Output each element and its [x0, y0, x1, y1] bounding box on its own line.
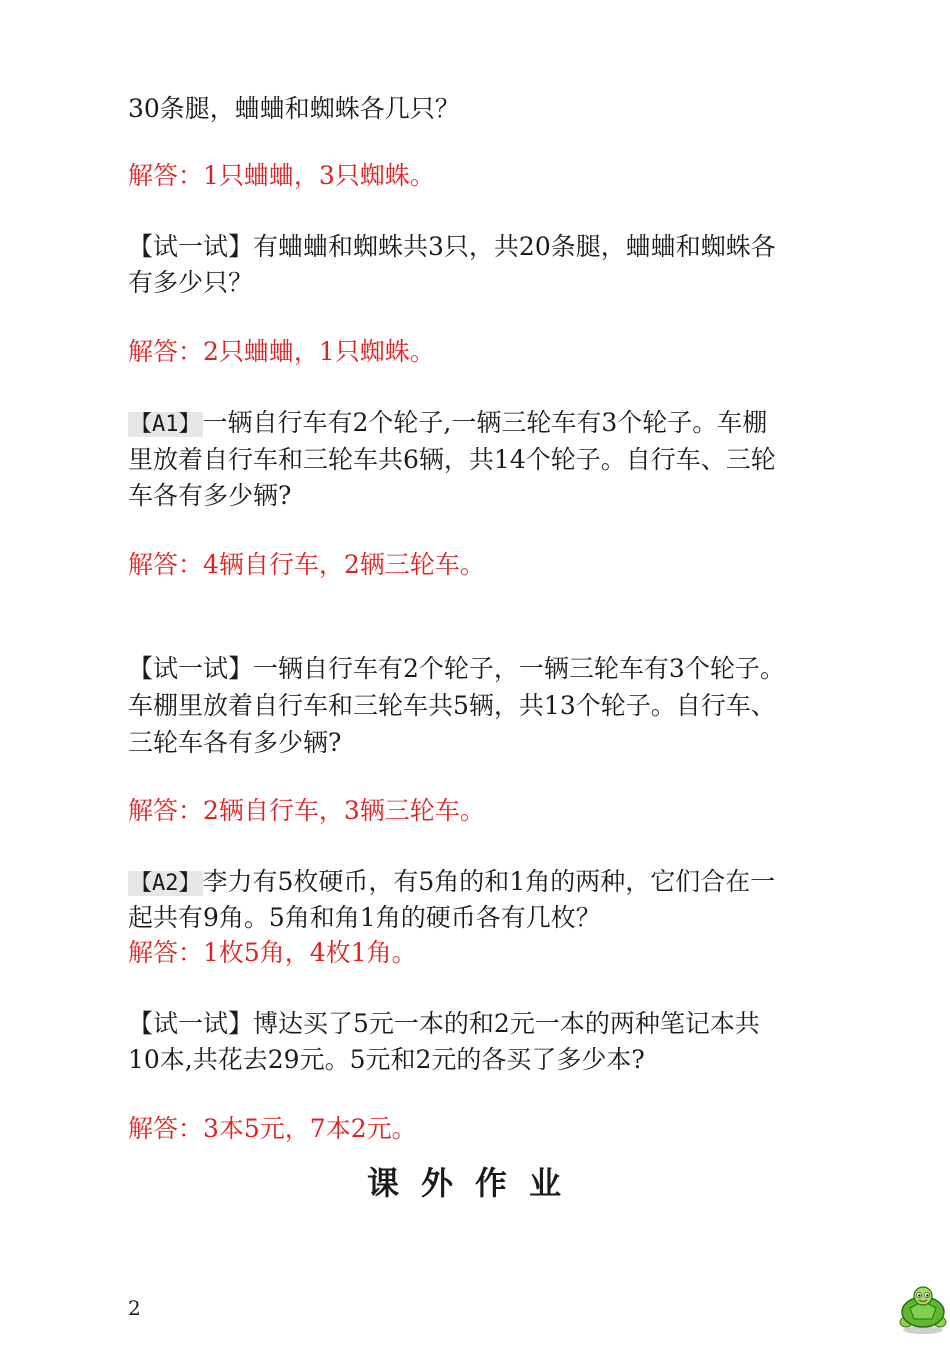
- a1-text: 一辆自行车有2个轮子,一辆三轮车有3个轮子。车棚: [202, 408, 768, 437]
- a1-line-1: [128, 406, 767, 442]
- try-3-line-2: 10本,共花去29元。5元和2元的各买了多少本?: [128, 1045, 645, 1074]
- try-2-line-2: 车棚里放着自行车和三轮车共5辆，共13个轮子。自行车、: [128, 691, 776, 720]
- try-1-line-2: 有多少只？: [128, 268, 254, 297]
- try-3-line-1: [128, 1007, 760, 1041]
- a1-tag: 【A1】: [130, 412, 201, 437]
- a1-answer: 解答：4辆自行车，2辆三轮车。: [128, 550, 485, 579]
- a1-line-2: 里放着自行车和三轮车共6辆，共14个轮子。自行车、三轮: [128, 445, 776, 474]
- section-heading: 课外作业: [366, 1164, 583, 1202]
- problem-1-line-1: 30条腿，蛐蛐和蜘蛛各几只？: [128, 94, 460, 123]
- try-2-tag: 【试一试】: [128, 654, 254, 683]
- turtle-mascot-icon: [896, 1284, 950, 1336]
- try-2-answer: 解答：2辆自行车，3辆三轮车。: [128, 796, 485, 825]
- try-1-tag: 【试一试】: [128, 232, 254, 261]
- try-2-line-1: [128, 652, 785, 686]
- try-2-text: 一辆自行车有2个轮子，一辆三轮车有3个轮子。: [253, 654, 785, 683]
- try-2-line-3: 三轮车各有多少辆?: [128, 728, 342, 757]
- a2-answer: 解答：1枚5角，4枚1角。: [128, 938, 417, 967]
- try-1-line-1: [128, 230, 776, 264]
- try-3-text: 博达买了5元一本的和2元一本的两种笔记本共: [253, 1009, 760, 1038]
- a1-line-3: 车各有多少辆?: [128, 481, 292, 510]
- a2-tag: 【A2】: [130, 871, 201, 896]
- page-number: 2: [128, 1296, 141, 1320]
- try-3-answer: 解答：3本5元，7本2元。: [128, 1114, 417, 1143]
- try-1-text: 有蛐蛐和蜘蛛共3只，共20条腿，蛐蛐和蜘蛛各: [253, 232, 776, 261]
- problem-1-answer: 解答：1只蛐蛐，3只蜘蛛。: [128, 161, 435, 190]
- a2-line-2: 起共有9角。5角和角1角的硬币各有几枚？: [128, 903, 601, 932]
- a2-text: 李力有5枚硬币，有5角的和1角的两种，它们合在一: [202, 867, 776, 896]
- try-3-tag: 【试一试】: [128, 1009, 254, 1038]
- try-1-answer: 解答：2只蛐蛐，1只蜘蛛。: [128, 337, 435, 366]
- a2-line-1: [128, 865, 775, 901]
